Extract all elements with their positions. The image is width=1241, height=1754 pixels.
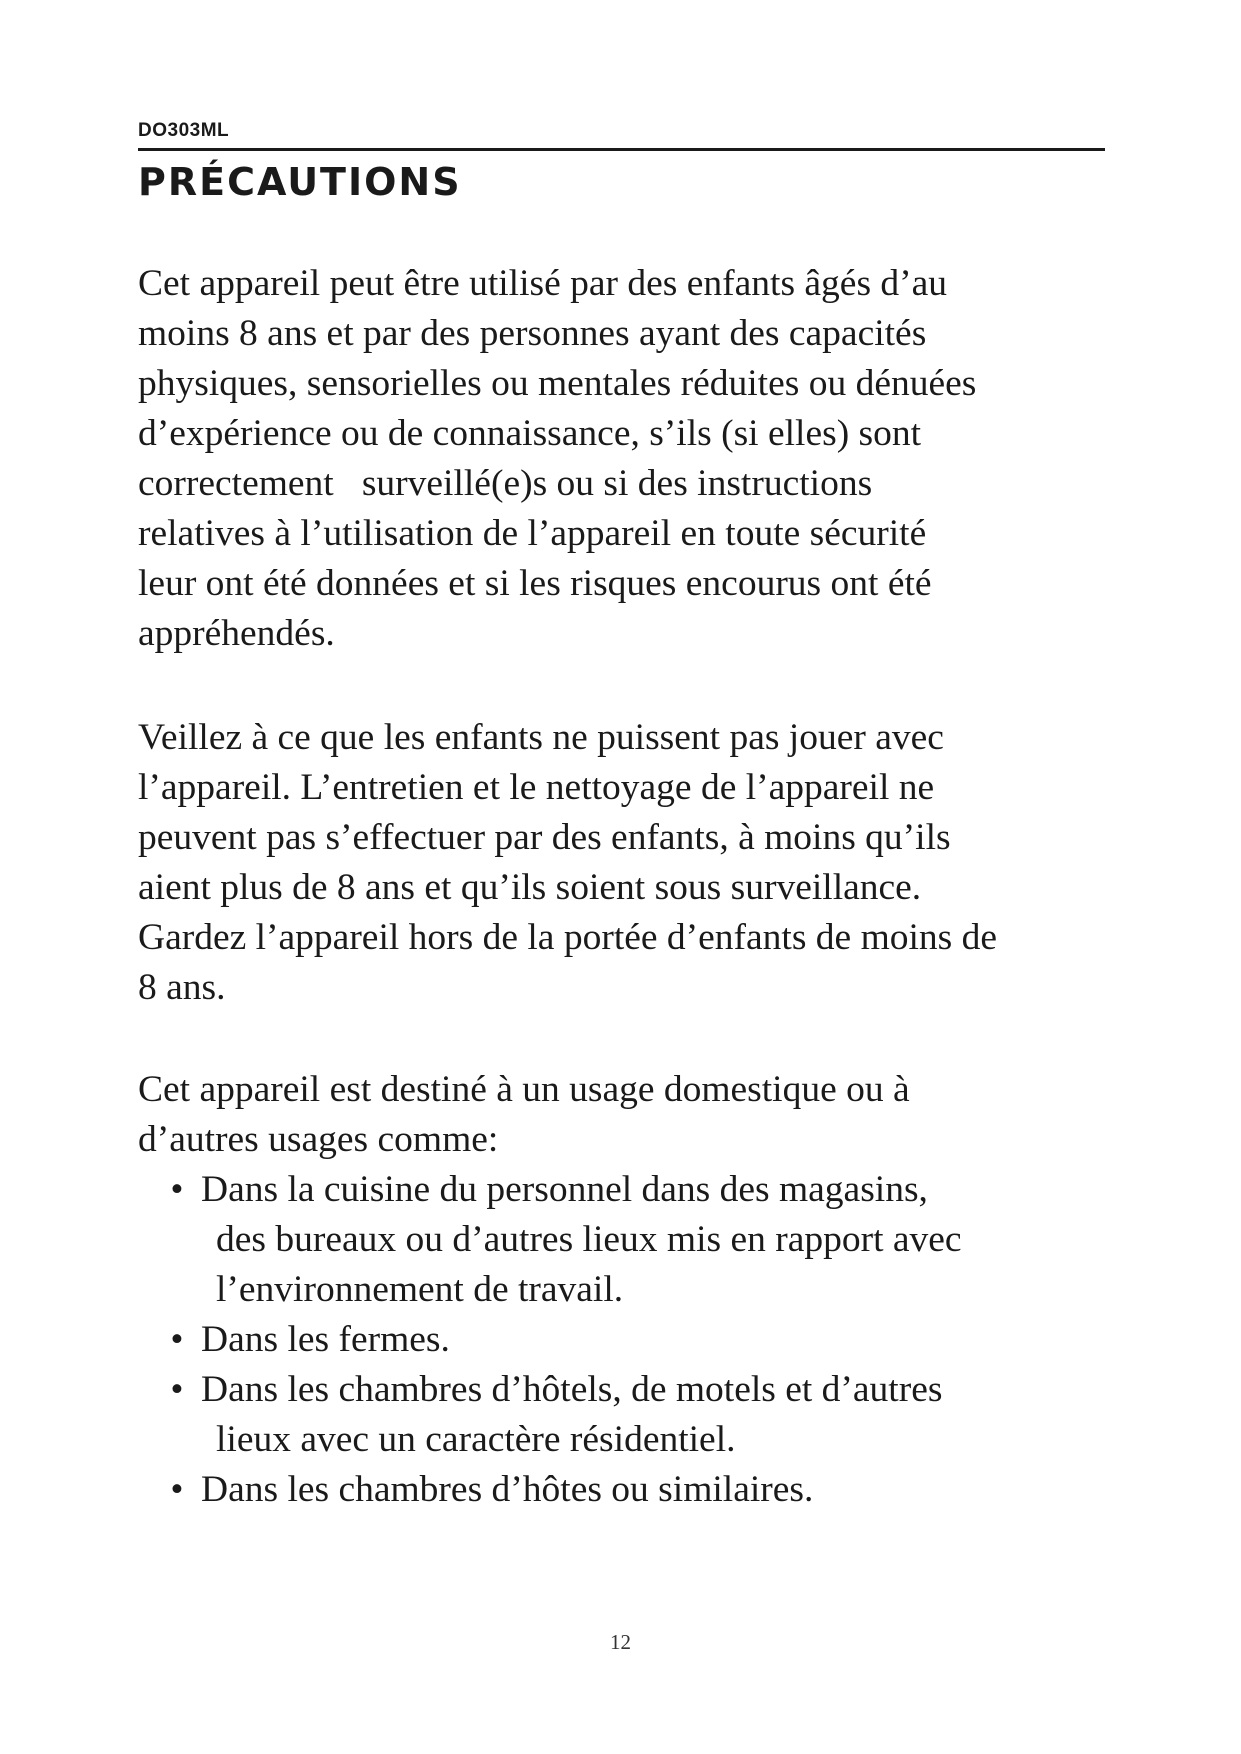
text-line: relatives à l’utilisation de l’appareil en toute sécurité	[138, 513, 927, 554]
text-line: Dans les chambres d’hôtes ou similaires.	[201, 1469, 814, 1510]
page-number: 12	[610, 1630, 631, 1654]
bullet-marker: •	[170, 1469, 184, 1510]
list-item	[165, 1165, 1115, 1315]
list-item	[165, 1365, 1115, 1465]
page-title: PRÉCAUTIONS	[138, 160, 462, 204]
text-line: physiques, sensorielles ou mentales réduites ou dénuées	[138, 363, 977, 404]
text-line: Cet appareil est destiné à un usage domestique ou à	[138, 1069, 910, 1110]
list-item	[165, 1315, 1115, 1365]
text-line: Cet appareil peut être utilisé par des enfants âgés d’au	[138, 263, 948, 304]
text-line: Dans les chambres d’hôtels, de motels et d’autres	[201, 1369, 943, 1410]
model-code: DO303ML	[138, 120, 230, 141]
text-line: moins 8 ans et par des personnes ayant des capacités	[138, 313, 927, 354]
paragraph-intended-use	[138, 1065, 1118, 1165]
text-line: Veillez à ce que les enfants ne puissent pas jouer avec	[138, 717, 944, 758]
text-line: aient plus de 8 ans et qu’ils soient sous surveillance.	[138, 867, 922, 908]
usage-bullet-list	[165, 1165, 1115, 1515]
text-line: 8 ans.	[138, 967, 226, 1008]
text-line: Dans la cuisine du personnel dans des magasins,	[201, 1169, 928, 1210]
text-line: Dans les fermes.	[201, 1319, 450, 1360]
text-line: lieux avec un caractère résidentiel.	[216, 1419, 736, 1460]
text-line: peuvent pas s’effectuer par des enfants, à moins qu’ils	[138, 817, 951, 858]
paragraph-age-supervision	[138, 259, 1118, 659]
bullet-marker: •	[170, 1169, 184, 1210]
list-item	[165, 1465, 1115, 1515]
text-line: d’expérience ou de connaissance, s’ils (si elles) sont	[138, 413, 922, 454]
header-divider	[138, 148, 1105, 151]
paragraph-children-play	[138, 713, 1118, 1013]
text-line: leur ont été données et si les risques encourus ont été	[138, 563, 932, 604]
text-line: des bureaux ou d’autres lieux mis en rapport avec	[216, 1219, 962, 1260]
text-line: d’autres usages comme:	[138, 1119, 499, 1160]
text-line: correctement surveillé(e)s ou si des instructions	[138, 463, 873, 504]
text-line: l’appareil. L’entretien et le nettoyage de l’appareil ne	[138, 767, 935, 808]
bullet-marker: •	[170, 1369, 184, 1410]
text-line: appréhendés.	[138, 613, 335, 654]
text-line: l’environnement de travail.	[216, 1269, 624, 1310]
text-line: Gardez l’appareil hors de la portée d’enfants de moins de	[138, 917, 998, 958]
bullet-marker: •	[170, 1319, 184, 1360]
